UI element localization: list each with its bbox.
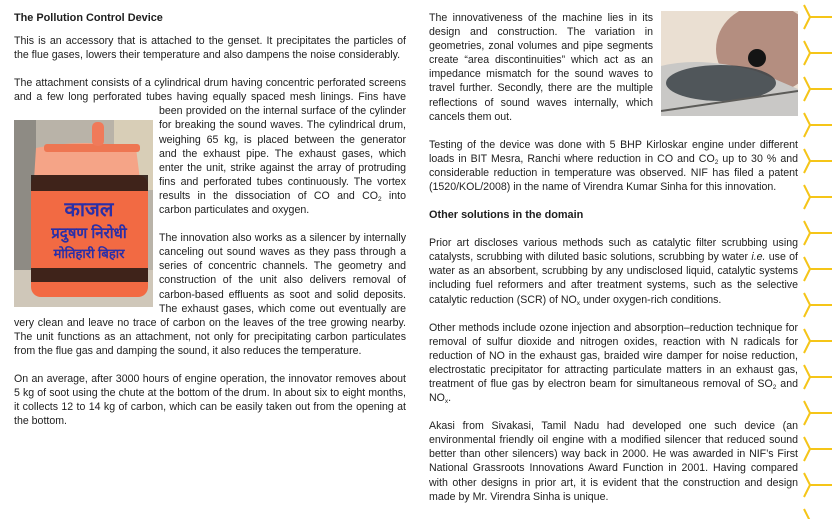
section-heading-other-solutions: Other solutions in the domain: [429, 209, 584, 222]
honeycomb-cell: [804, 257, 832, 281]
drum-label-line2: प्रदुषण निरोधी: [51, 225, 127, 243]
akasi-paragraph: Akasi from Sivakasi, Tamil Nadu had developed one such device (an environmental friendly oil engine with a modified silencer that reduced sound better than other silencers) way back in 2000. He was awarded in NIF’s First National Grassroots Innovations Award Function in 2001. Having compared with other designs in prior art, it is evident that the construction and design made by Mr. Virendra Sinha is unique.: [429, 420, 798, 503]
attachment-text-end: into carbon particulates and oxygen.: [159, 189, 406, 217]
honeycomb-edge-decoration: [802, 0, 832, 519]
prior-art-text-c: under oxygen-rich conditions.: [580, 293, 722, 306]
honeycomb-cell: [804, 293, 832, 317]
honeycomb-cell: [804, 221, 832, 245]
co2-subscript: 2: [714, 158, 719, 166]
drum-photo: [14, 120, 153, 307]
prior-art-italic: i.e.: [751, 251, 766, 264]
honeycomb-cell: [804, 473, 832, 497]
honeycomb-cell: [804, 509, 832, 519]
drum-label-line1: काजल: [64, 199, 114, 222]
innovativeness-paragraph: The innovativeness of the machine lies in its design and construction. The variation in geometries, zonal volumes and pipe segments create “area discontinuities” which act as an impedance mismatch for the sound waves to travel further. Secondly, there are the multiple reflections of sound waves internally, which cancels them out.: [429, 12, 653, 123]
honeycomb-cell: [804, 149, 832, 173]
intro-paragraph: This is an accessory that is attached to the genset. It precipitates the particles of the flue gases, lowers their temperature and also dampens the noise considerably.: [14, 35, 406, 62]
soot-photo-illustration: [661, 11, 798, 116]
testing-text-b: up to 30 % and considerable reduction in temperature was observed. NIF has filed a patent (1520/KOL/2008) in the name of Virendra Kumar Sinha for this innovation.: [429, 152, 798, 194]
soot-removal-paragraph: On an average, after 3000 hours of engine operation, the innovator removes about 5 kg of soot using the chute at the bottom of the drum. In about six to eight months, it collects 12 to 14 kg of carbon, which can be easily taken out from the opening at the bottom.: [14, 372, 406, 428]
honeycomb-cell: [804, 77, 832, 101]
other-methods-text-c: .: [448, 392, 452, 405]
drum-label-line3: मोतिहारी बिहार: [53, 246, 125, 262]
other-methods-text-a: Other methods include ozone injection and absorption–reduction technique for removal of sulfur dioxide and nitrogen oxides, reaction with N radicals for reduction of NO in the exhaust gas, braided wire damper for noise reduction, electrostatic precipitator for attracting particulate matters in an exhaust gas, treatment of flue gas by electron beam for simultaneous removal of SO: [429, 321, 798, 390]
nox-subscript: x: [576, 299, 581, 307]
right-column: [429, 0, 798, 504]
drum-photo-illustration: [14, 120, 153, 307]
left-column: [14, 0, 406, 428]
silencer-paragraph: The innovation also works as a silencer by internally canceling out sound waves as they pass through a series of concentric channels. The geometry and construction of the unit also delivers removal of carbon-based effluents as soot and solid deposits. The exhaust gases, which come out eventually are very clean and leave no trace of carbon on the leaves of the tree growing nearby. The unit functions as an attachment, not only for precipitating carbon particulates from the flue gas and damping the sound, it also reduces the temperature.: [14, 232, 406, 357]
attachment-block: [14, 76, 406, 358]
honeycomb-cell: [804, 41, 832, 65]
honeycomb-cell: [804, 329, 832, 353]
prior-art-text-a: Prior art discloses various methods such as catalytic filter scrubbing using catalysts, scrubbing with diluted basic solutions, scrubbing by water: [429, 237, 798, 264]
prior-art-paragraph: [429, 236, 798, 306]
so2-subscript: 2: [772, 383, 777, 391]
section-heading-pollution-control-device: The Pollution Control Device: [14, 12, 163, 24]
other-methods-paragraph: [429, 321, 798, 406]
honeycomb-cell: [804, 437, 832, 461]
nox-subscript-2: x: [444, 398, 449, 406]
honeycomb-cell: [804, 113, 832, 137]
soot-photo: [661, 11, 798, 116]
honeycomb-cell: [804, 365, 832, 389]
prior-art-text-b: use of water as an absorbent, scrubbing by any undisclosed liquid, catalytic systems including fuel reformers and after treatment systems, such as the selective catalytic reduction (SCR) of NO: [429, 251, 798, 306]
testing-paragraph: [429, 138, 798, 194]
co2-subscript-left: 2: [377, 195, 382, 203]
honeycomb-cell: [804, 401, 832, 425]
other-methods-text-b: and NO: [429, 377, 798, 405]
innovativeness-block: [429, 11, 798, 124]
attachment-text: The attachment consists of a cylindrical drum having concentric perforated screens and a few long perforated tubes having equally spaced mesh linings. Fins have been provided on the internal surface of the cylinder for breaking the sound waves. The cylindrical drum, weighing 65 kg, is placed between the generator and the exhaust pipe. The exhaust gases, which enter the unit, strike against the array of protruding fins and perforated tubes continuously. The vortex results in the dissociation of CO and CO: [14, 77, 406, 202]
honeycomb-cell: [804, 5, 832, 29]
honeycomb-cell: [804, 185, 832, 209]
testing-text-a: Testing of the device was done with 5 BHP Kirloskar engine under different loads in BIT Mesra, Ranchi where reduction in CO and CO: [429, 138, 798, 165]
